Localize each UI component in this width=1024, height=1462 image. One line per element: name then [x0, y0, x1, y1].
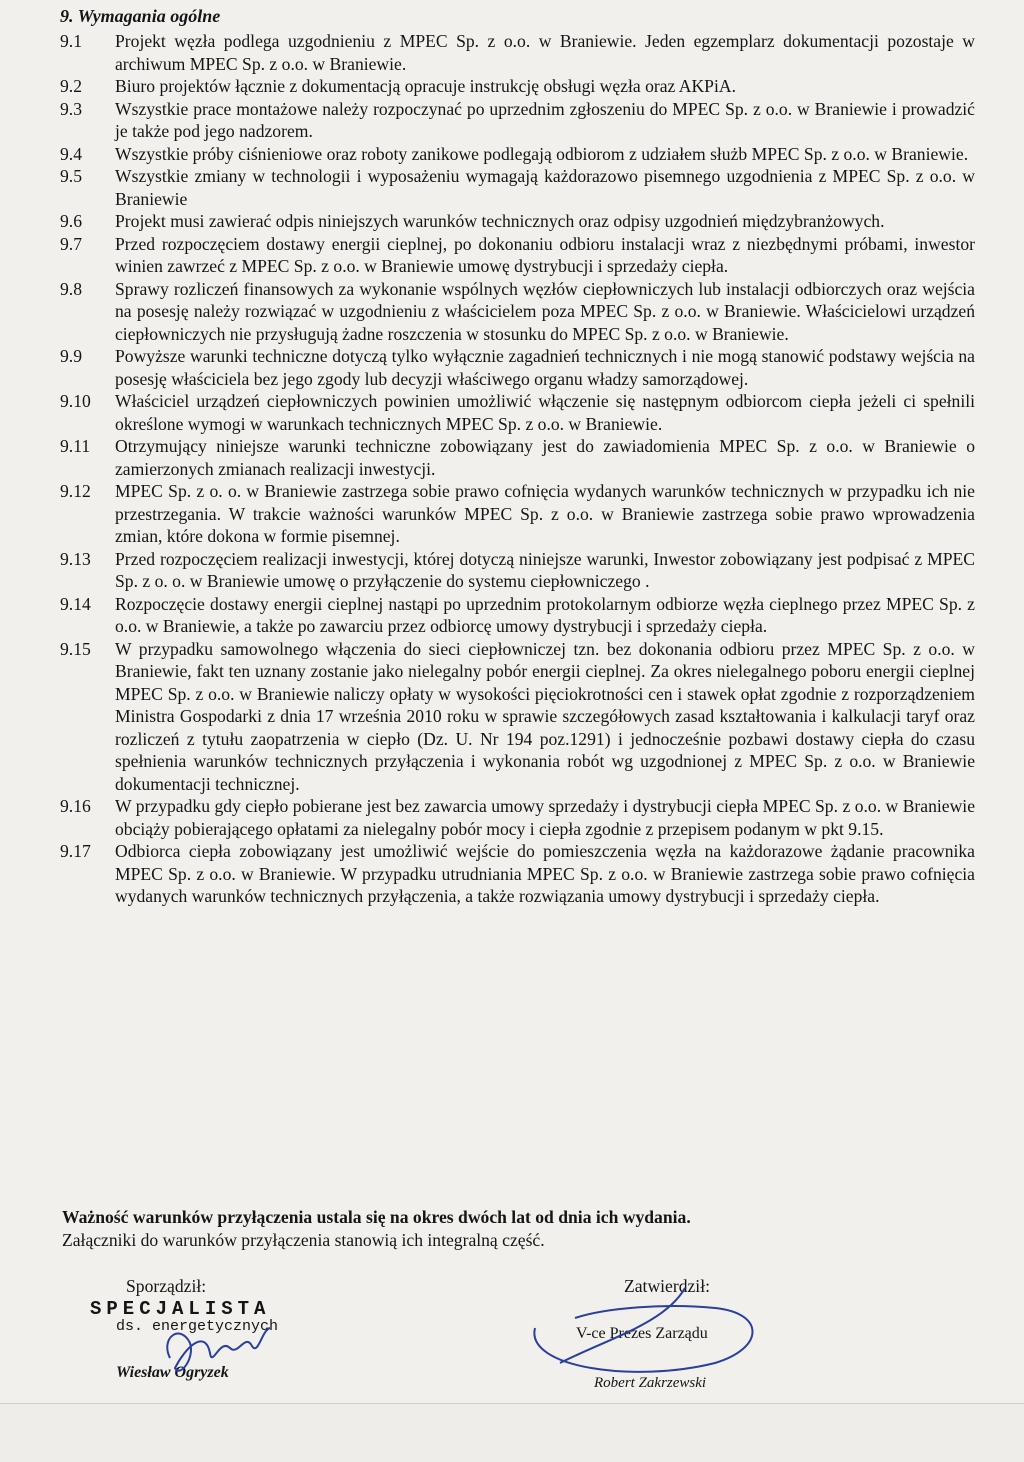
requirement-item	[60, 30, 975, 75]
requirement-item	[60, 210, 975, 233]
requirement-item	[60, 233, 975, 278]
requirement-text: Przed rozpoczęciem dostawy energii cieplnej, po dokonaniu odbioru instalacji wraz z niezbędnymi próbami, inwestor winien zawrzeć z MPEC Sp. z o.o. w Braniewie umowę dystrybucji i sprzedaży ciepła.	[115, 233, 975, 276]
requirement-text: Sprawy rozliczeń finansowych za wykonanie wspólnych węzłów ciepłowniczych lub instalacji odbiorczych oraz wejścia na posesję należy rozwiązać w uzgodnieniu z właścicielem poza MPEC Sp. z o.o. w Braniewie. Właścicielowi urządzeń ciepłowniczych nie przysługują żadne roszczenia w stosunku do MPEC Sp. z o.o. w Braniewie.	[115, 278, 975, 344]
vice-president-stamp-title: V-ce Prezes Zarządu	[576, 1325, 708, 1342]
section-heading: 9. Wymagania ogólne	[60, 6, 221, 26]
requirement-item	[60, 795, 975, 840]
requirement-item	[60, 435, 975, 480]
requirement-number: 9.6	[60, 211, 82, 231]
requirement-number: 9.1	[60, 31, 82, 51]
requirement-item	[60, 98, 975, 143]
requirement-text: Projekt musi zawierać odpis niniejszych warunków technicznych oraz odpisy uzgodnień międzybranżowych.	[115, 211, 885, 231]
requirement-item	[60, 548, 975, 593]
footer-bar	[0, 1403, 1024, 1462]
approved-by-label: Zatwierdził:	[624, 1276, 710, 1296]
requirement-text: Wszystkie prace montażowe należy rozpoczynać po uprzednim zgłoszeniu do MPEC Sp. z o.o. w Braniewie i prowadzić je także pod jego nadzorem.	[115, 98, 975, 141]
requirement-text: Rozpoczęcie dostawy energii cieplnej nastąpi po uprzednim protokolarnym odbiorze węzła cieplnego przez MPEC Sp. z o.o. w Braniewie, a także po zawarciu przez odbiorcę umowy dystrybucji i sprzedaży ciepła.	[115, 593, 975, 636]
requirement-number: 9.3	[60, 98, 82, 119]
specialist-stamp-title: SPECJALISTA	[90, 1298, 271, 1320]
requirement-number: 9.12	[60, 481, 91, 501]
requirement-item	[60, 345, 975, 390]
validity-statement: Ważność warunków przyłączenia ustala się na okres dwóch lat od dnia ich wydania.	[62, 1207, 691, 1227]
requirement-text: Wszystkie próby ciśnieniowe oraz roboty zanikowe podlegają odbiorom z udziałem służb MPEC Sp. z o.o. w Braniewie.	[115, 143, 969, 164]
specialist-stamp-name: Wiesław Ogryzek	[116, 1364, 229, 1381]
attachments-statement: Załączniki do warunków przyłączenia stanowią ich integralną część.	[62, 1230, 545, 1250]
requirement-text: Odbiorca ciepła zobowiązany jest umożliwić wejście do pomieszczenia węzła na każdorazowe żądanie pracownika MPEC Sp. z o.o. w Braniewie. W przypadku utrudniania MPEC Sp. z o.o. w Braniewie zastrzega sobie prawo cofnięcia wydanych warunków technicznych przyłączenia, a także rozwiązania umowy dystrybucji i sprzedaży ciepła.	[115, 841, 975, 906]
requirement-number: 9.17	[60, 841, 91, 861]
requirement-number: 9.8	[60, 278, 82, 299]
requirement-item	[60, 165, 975, 210]
requirement-number: 9.10	[60, 391, 91, 411]
requirement-text: MPEC Sp. z o. o. w Braniewie zastrzega sobie prawo cofnięcia wydanych warunków technicznych w przypadku ich nie przestrzegania. W trakcie ważności warunków MPEC Sp. z o.o. w Braniewie zastrzega sobie prawo wprowadzenia zmian, które dokona w formie pisemnej.	[115, 481, 975, 546]
requirement-number: 9.4	[60, 143, 82, 164]
requirement-item	[60, 638, 975, 796]
requirement-text: Właściciel urządzeń ciepłowniczych powinien umożliwić włączenie się następnym odbiorcom ciepła jeżeli ci spełnili określone wymogi w warunkach technicznych MPEC Sp. z o.o. w Braniewie.	[115, 391, 975, 434]
requirement-text: Wszystkie zmiany w technologii i wyposażeniu wymagają każdorazowo pisemnego uzgodnienia z MPEC Sp. z o.o. w Braniewie	[115, 166, 975, 209]
requirement-number: 9.13	[60, 548, 91, 569]
prepared-by-label: Sporządził:	[126, 1276, 207, 1296]
requirement-item	[60, 278, 975, 346]
requirement-number: 9.11	[60, 436, 91, 456]
vice-president-stamp-name: Robert Zakrzewski	[594, 1375, 707, 1391]
requirement-number: 9.5	[60, 166, 82, 186]
requirement-number: 9.9	[60, 346, 82, 366]
requirement-item	[60, 143, 975, 166]
specialist-stamp-subtitle: ds. energetycznych	[116, 1318, 279, 1335]
requirement-text: W przypadku samowolnego włączenia do sieci ciepłowniczej tzn. bez dokonania odbioru przez MPEC Sp. z o.o. w Braniewie, fakt ten uznany zostanie jako nielegalny pobór energii cieplnej. Za okres nielegalnego poboru energii cieplnej MPEC Sp. z o.o. w Braniewie naliczy opłaty w wysokości pięciokrotności cen i stawek opłat zgodnie z rozporządzeniem Ministra Gospodarki z dnia 17 września 2010 roku w sprawie szczegółowych zasad kształtowania i kalkulacji taryf oraz rozliczeń z tytułu zaopatrzenia w ciepło (Dz. U. Nr 194 poz.1291) i jednocześnie pozbawi dostawy ciepła do czasu spełnienia warunków technicznych przyłączenia i wykonania robót wg uzgodnionej z MPEC Sp. z o.o. w Braniewie dokumentacji technicznej.	[115, 638, 975, 794]
requirement-text: Powyższe warunki techniczne dotyczą tylko wyłącznie zagadnień technicznych i nie mogą stanowić podstawy wejścia na posesję właściciela bez jego zgody lub decyzji właściwego organu władzy samorządowej.	[115, 346, 975, 389]
requirement-number: 9.16	[60, 796, 91, 816]
requirement-text: W przypadku gdy ciepło pobierane jest bez zawarcia umowy sprzedaży i dystrybucji ciepła MPEC Sp. z o.o. w Braniewie obciąży pobierającego opłatami za nielegalny pobór mocy i ciepła zgodnie z przepisem podanym w pkt 9.15.	[115, 796, 975, 839]
requirements-list	[60, 30, 975, 908]
requirement-text: Otrzymujący niniejsze warunki techniczne zobowiązany jest do zawiadomienia MPEC Sp. z o.o. w Braniewie o zamierzonych zmianach realizacji inwestycji.	[115, 436, 975, 479]
requirement-number: 9.7	[60, 233, 82, 254]
requirement-text: Biuro projektów łącznie z dokumentacją opracuje instrukcję obsługi węzła oraz AKPiA.	[115, 76, 736, 96]
requirement-item	[60, 593, 975, 638]
requirement-number: 9.14	[60, 593, 91, 614]
requirement-item	[60, 75, 975, 98]
requirement-item	[60, 390, 975, 435]
requirement-text: Projekt węzła podlega uzgodnieniu z MPEC Sp. z o.o. w Braniewie. Jeden egzemplarz dokumentacji pozostaje w archiwum MPEC Sp. z o.o. w Braniewie.	[115, 31, 975, 74]
requirement-text: Przed rozpoczęciem realizacji inwestycji, której dotyczą niniejsze warunki, Inwestor zobowiązany jest podpisać z MPEC Sp. z o. o. w Braniewie umowę o przyłączenie do systemu ciepłowniczego .	[115, 548, 975, 591]
requirement-number: 9.15	[60, 638, 91, 659]
requirement-item	[60, 840, 975, 908]
requirement-number: 9.2	[60, 76, 82, 96]
requirement-item	[60, 480, 975, 548]
